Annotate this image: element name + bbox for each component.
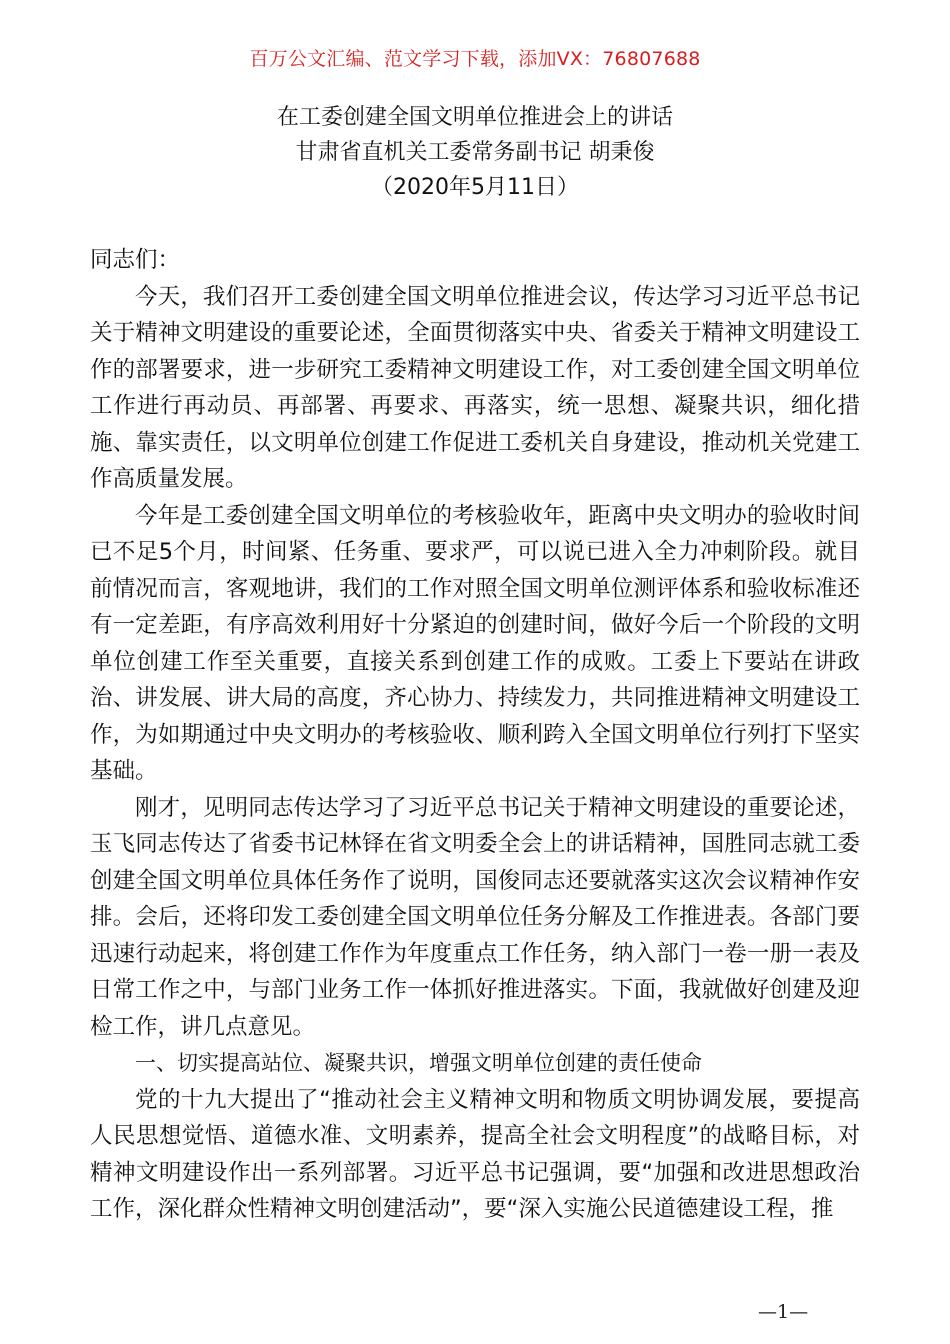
download-ad-banner: 百万公文汇编、范文学习下载，添加VX：76807688 [249,48,701,70]
paragraph: 今年是工委创建全国文明单位的考核验收年，距离中央文明办的验收时间已不足5个月，时间紧、任务重、要求严，可以说已进入全力冲刺阶段。就目前情况而言，客观地讲，我们的工作对照全国文明单位测评体系和验收标准还有一定差距，有序高效利用好十分紧迫的创建时间，做好今后一个阶段的文明单位创建工作至关重要，直接关系到创建工作的成败。工委上下要站在讲政治、讲发展、讲大局的高度，齐心协力、持续发力，共同推进精神文明建设工作，为如期通过中央文明办的考核验收、顺利跨入全国文明单位行列打下坚实基础。 [90,502,860,784]
speech-date: （2020年5月11日） [371,175,579,200]
speech-title: 在工委创建全国文明单位推进会上的讲话 [276,105,673,130]
paragraph: 刚才，见明同志传达学习了习近平总书记关于精神文明建设的重要论述，玉飞同志传达了省委书记林铎在省文明委全会上的讲话精神，国胜同志就工委创建全国文明单位具体任务作了说明，国俊同志还要就落实这次会议精神作安排。会后，还将印发工委创建全国文明单位任务分解及工作推进表。各部门要迅速行动起来，将创建工作作为年度重点工作任务，纳入部门一卷一册一表及日常工作之中，与部门业务工作一体抓好推进落实。下面，我就做好创建及迎检工作，讲几点意见。 [90,794,860,1040]
paragraph: 今天，我们召开工委创建全国文明单位推进会议，传达学习习近平总书记关于精神文明建设的重要论述，全面贯彻落实中央、省委关于精神文明建设工作的部署要求，进一步研究工委精神文明建设工作，对工委创建全国文明单位工作进行再动员、再部署、再要求、再落实，统一思想、凝聚共识，细化措施、靠实责任，以文明单位创建工作促进工委机关自身建设，推动机关党建工作高质量发展。 [90,283,860,492]
speech-body [90,242,860,1228]
page-number: —1— [758,1301,809,1323]
section-heading: 一、切实提高站位、凝聚共识，增强文明单位创建的责任使命 [135,1051,702,1075]
speaker-line: 甘肃省直机关工委常务副书记 胡秉俊 [295,140,655,165]
paragraph: 党的十九大提出了“推动社会主义精神文明和物质文明协调发展，要提高人民思想觉悟、道德水准、文明素养，提高全社会文明程度”的战略目标，对精神文明建设作出一系列部署。习近平总书记强调，要“加强和改进思想政治工作，深化群众性精神文明创建活动”，要“深入实施公民道德建设工程，推 [90,1086,860,1222]
speech-title-block [0,100,950,205]
salutation: 同志们： [90,247,181,273]
